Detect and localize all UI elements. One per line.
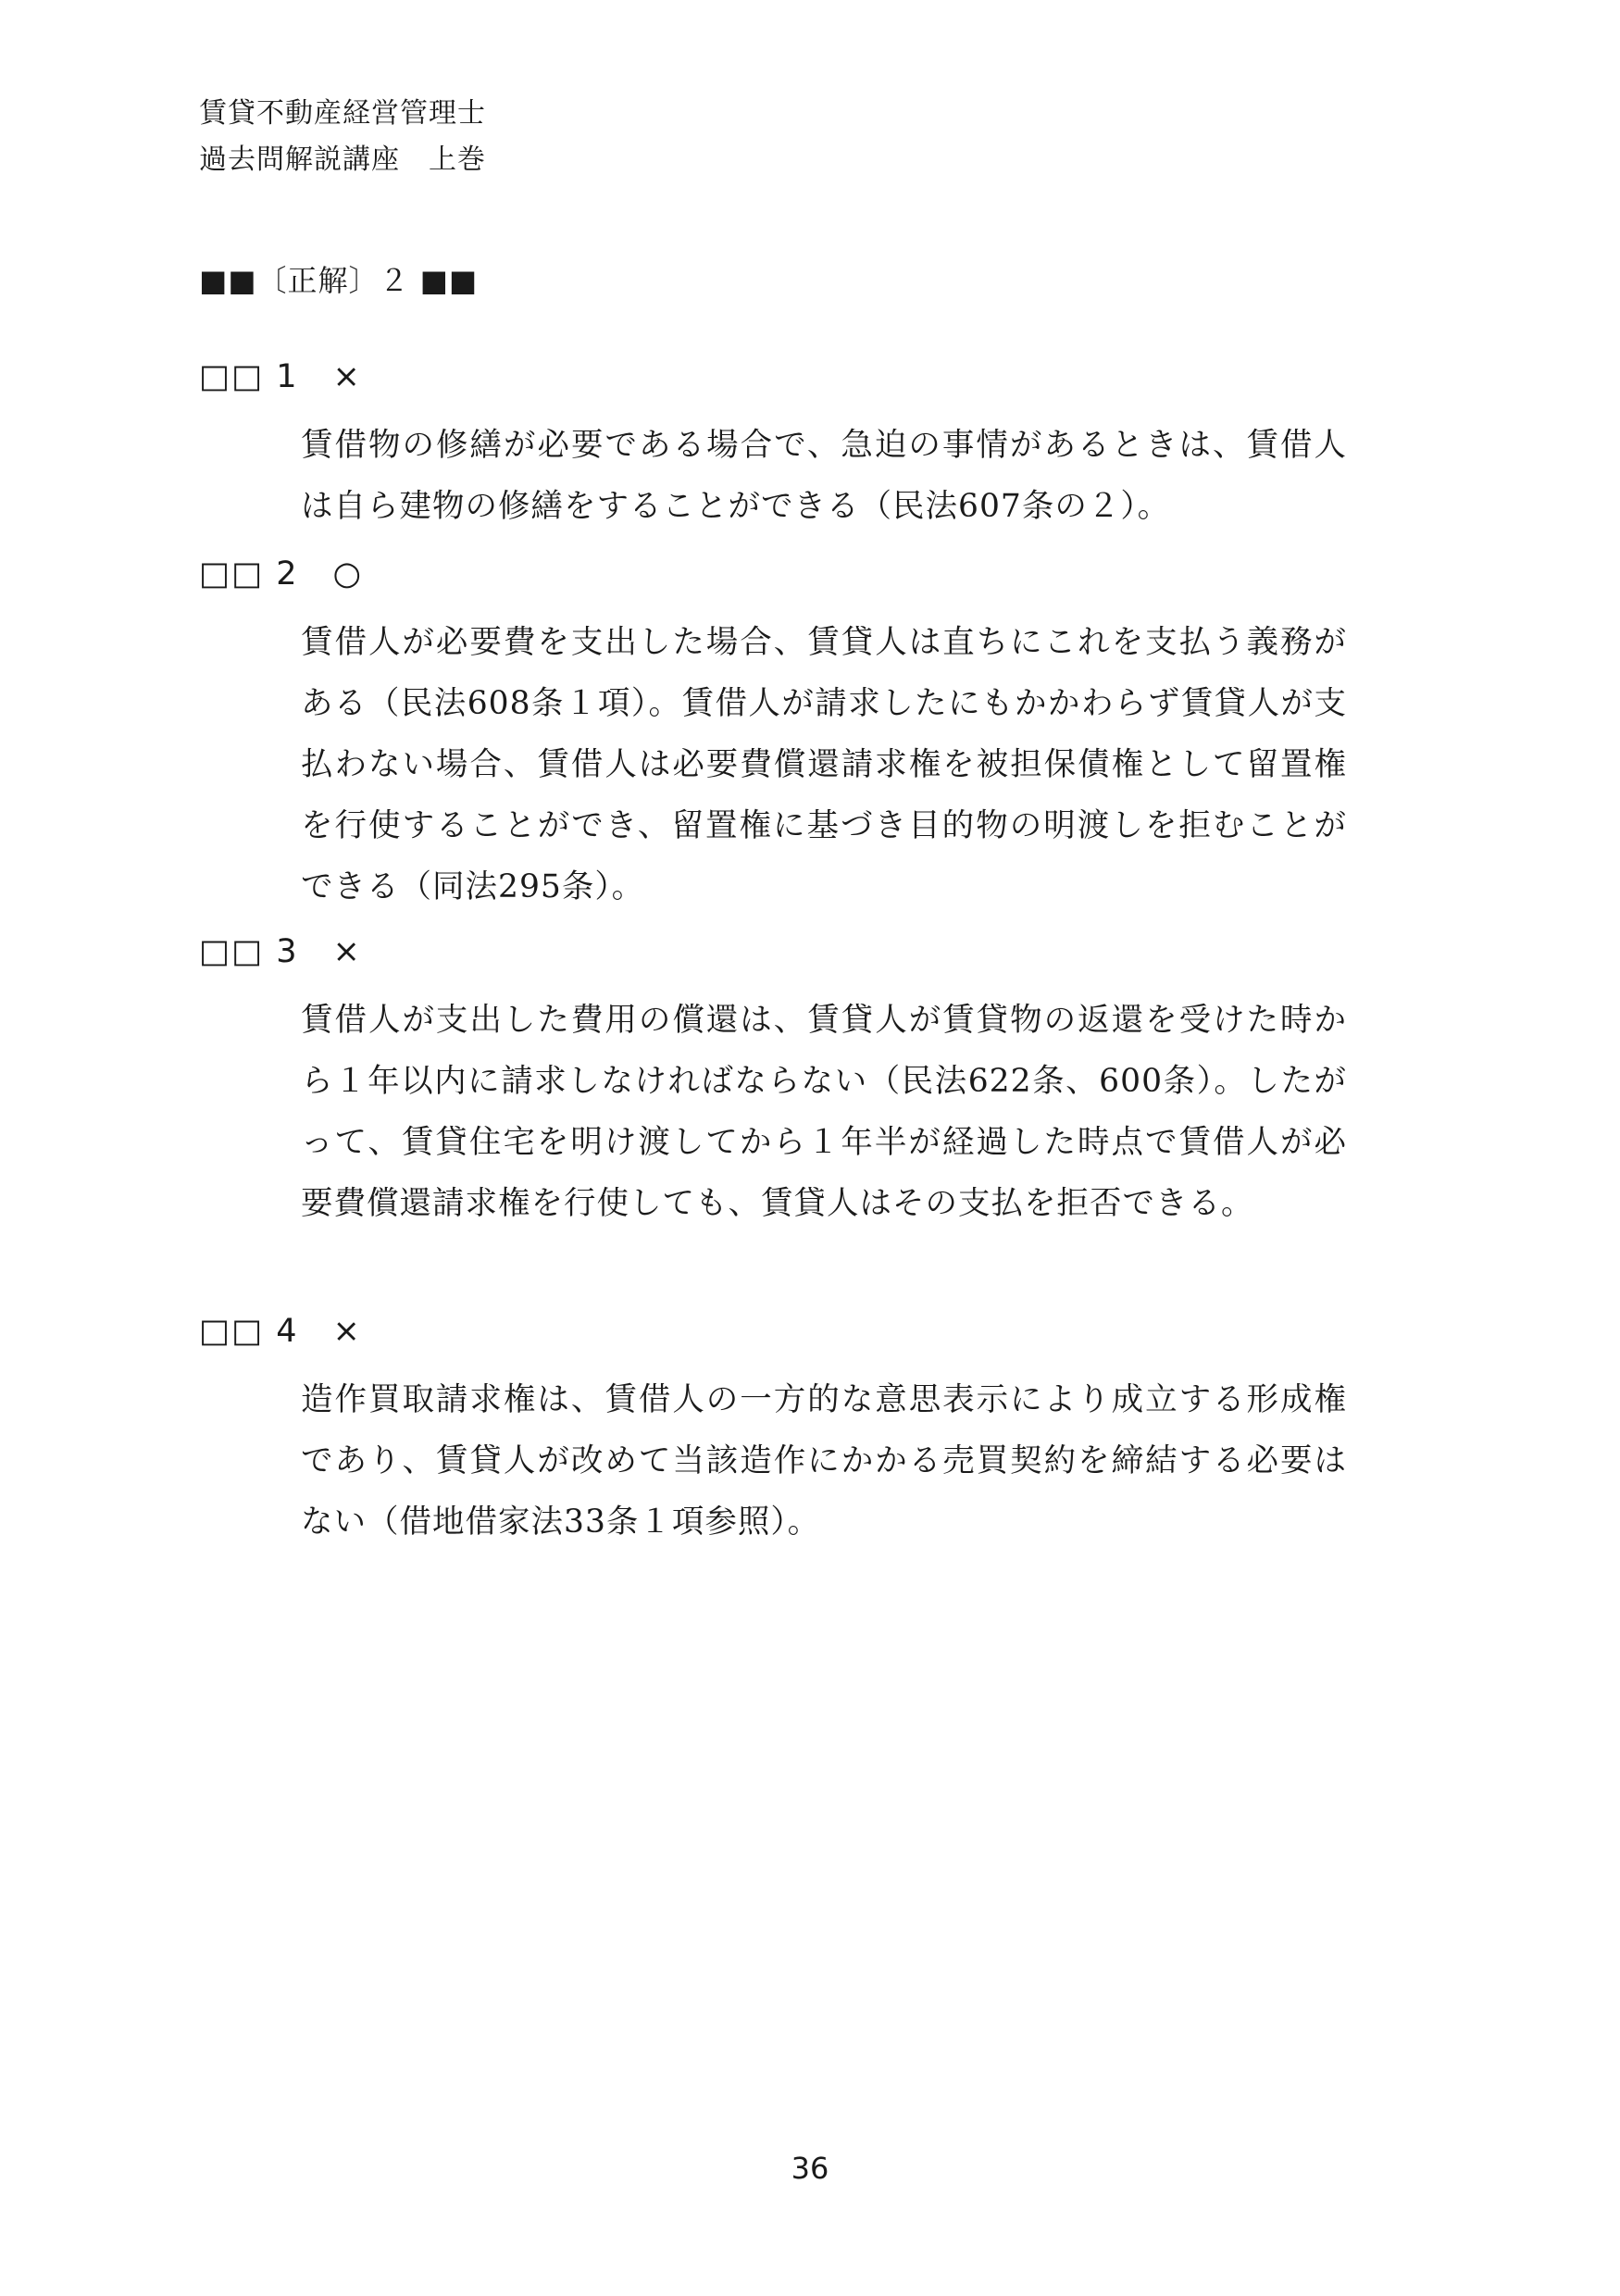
header-subtitle: 過去問解説講座 上巻 [199,144,486,176]
explanation-item-1 [199,356,1365,537]
item-body: 造作買取請求権は、賃借人の一方的な意思表示により成立する形成権であり、賃貸人が改めて当該造作にかかる売買契約を締結する必要はない（借地借家法33条１項参照）。 [301,1381,1347,1541]
document-header [199,91,486,183]
item-heading: □□ 4 × [199,1313,362,1350]
explanation-item-3 [199,930,1365,1234]
item-heading: □□ 1 × [199,358,362,395]
explanation-item-4 [199,1310,1365,1553]
header-title: 賃貸不動産経営管理士 [199,97,486,130]
correct-answer-line: ■■〔正解〕２ ■■ [199,263,479,298]
item-heading: □□ 3 × [199,933,362,970]
explanation-item-2 [199,553,1365,917]
item-body: 賃借人が必要費を支出した場合、賃貸人は直ちにこれを支払う義務がある（民法608条１項）。賃借人が請求したにもかかわらず賃貸人が支払わない場合、賃借人は必要費償還請求権を被担保債権として留置権を行使することができ、留置権に基づき目的物の明渡しを拒むことができる（同法295条）。 [301,624,1347,905]
item-body: 賃借物の修繕が必要である場合で、急迫の事情があるときは、賃借人は自ら建物の修繕をすることができる（民法607条の２）。 [301,427,1347,525]
item-body: 賃借人が支出した費用の償還は、賃貸人が賃貸物の返還を受けた時から１年以内に請求しなければならない（民法622条、600条）。したがって、賃貸住宅を明け渡してから１年半が経過した時点で賃借人が必要費償還請求権を行使しても、賃貸人はその支払を拒否できる。 [301,1002,1347,1222]
item-heading: □□ 2 ○ [199,555,364,593]
page-number: 36 [791,2151,829,2186]
